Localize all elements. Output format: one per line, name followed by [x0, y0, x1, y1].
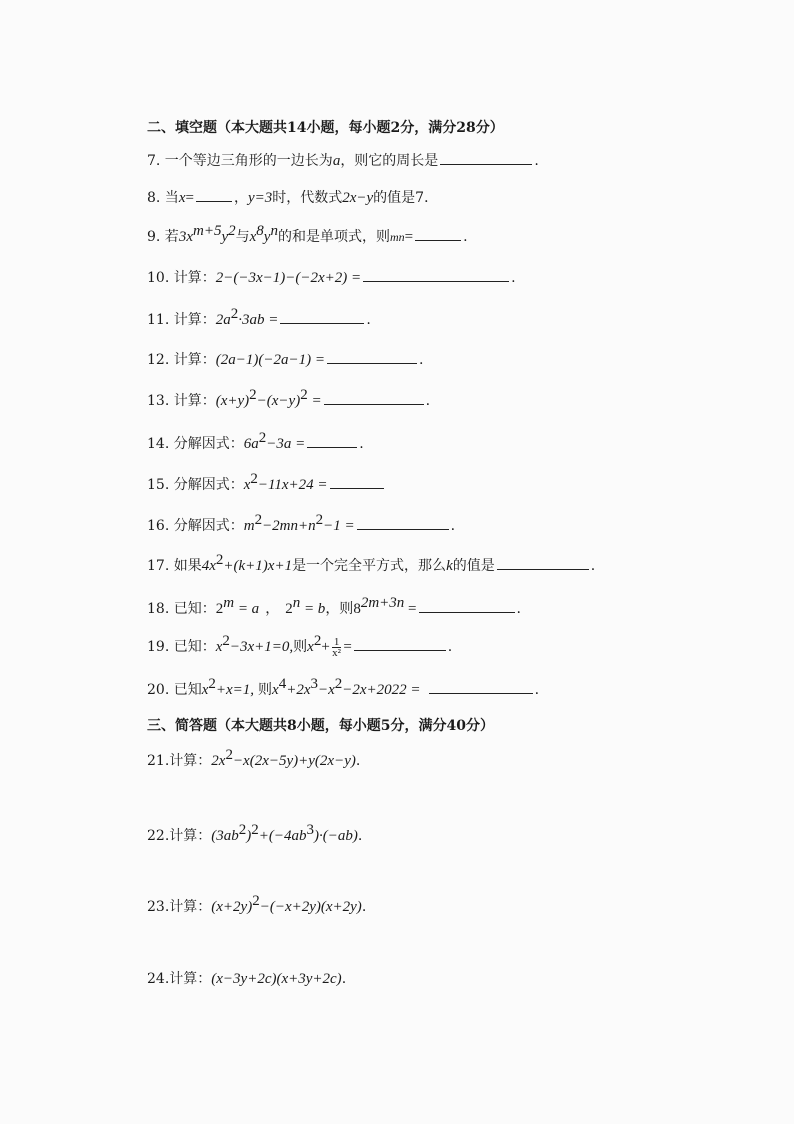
question-15: 15. 分解因式：$x^2-11x+24$ =: [147, 474, 386, 495]
answer-blank[interactable]: [324, 390, 424, 405]
question-10: 10. 计算：2−(−3x−1)−(−2x+2) = .: [147, 267, 516, 288]
answer-blank[interactable]: [497, 555, 589, 570]
question-7: 7. 一个等边三角形的一边长为a，则它的周长是 .: [147, 150, 539, 171]
answer-blank[interactable]: [354, 636, 446, 651]
question-24: 24.计算：(x−3y+2c)(x+3y+2c).: [147, 971, 347, 987]
question-23: 23.计算：$(x+2y)^2-(-x+2y)(x+2y)$.: [147, 893, 367, 915]
question-8: 8. 当x= ，y=3时，代数式2x−y的值是7．: [147, 187, 438, 208]
answer-blank[interactable]: [330, 474, 384, 489]
answer-blank[interactable]: [327, 349, 417, 364]
answer-blank[interactable]: [419, 598, 515, 613]
answer-blank[interactable]: [363, 267, 509, 282]
section-3-title: 三、简答题（本大题共8小题，每小题5分，满分40分）: [147, 718, 494, 734]
question-14: 14. 分解因式：$6a^2-3a$ = .: [147, 430, 364, 452]
answer-blank[interactable]: [440, 150, 532, 165]
answer-blank[interactable]: [307, 433, 357, 448]
question-20: 20. 已知$x^2+x=1$, 则$x^4+2x^3-x^2-2x+2022$ = .: [147, 676, 540, 698]
answer-blank[interactable]: [280, 309, 364, 324]
question-13: 13. 计算：$(x+y)^2-(x-y)^2$ = .: [147, 387, 431, 409]
question-22: 22.计算：$(3ab^2)^2+(-4ab^3)\cdot(-ab)$.: [147, 822, 363, 844]
question-11: 11. 计算：$2a^2\cdot 3ab$ = .: [147, 306, 371, 328]
question-18: 18. 已知：$2^m = a$ ， $2^n = b$，则$8^{2m+3n}$ = .: [147, 595, 521, 617]
question-21: 21.计算：$2x^2-x(2x-5y)+y(2x-y)$.: [147, 747, 361, 769]
answer-blank[interactable]: [429, 679, 533, 694]
answer-blank[interactable]: [196, 187, 232, 202]
question-9: 9. 若$3x^{m+5}y^2$与$x^8y^n$的和是单项式，则mn= .: [147, 223, 468, 245]
fraction: $\frac{1}{\text{x²}}$: [332, 635, 341, 659]
question-16: 16. 分解因式：$m^2-2mn+n^2-1$ = .: [147, 512, 456, 534]
answer-blank[interactable]: [415, 226, 461, 241]
answer-blank[interactable]: [357, 515, 449, 530]
section-2-title: 二、填空题（本大题共14小题，每小题2分，满分28分）: [147, 120, 504, 136]
question-12: 12. 计算：(2a−1)(−2a−1) = .: [147, 349, 423, 370]
question-17: 17. 如果$4x^2+(k+1)x+1$是一个完全平方式，那么k的值是 .: [147, 552, 596, 574]
question-19: 19. 已知：$x^2-3x+1=0$,则$x^2+$ $\frac{1}{\text{x²}}$ = .: [147, 633, 453, 659]
